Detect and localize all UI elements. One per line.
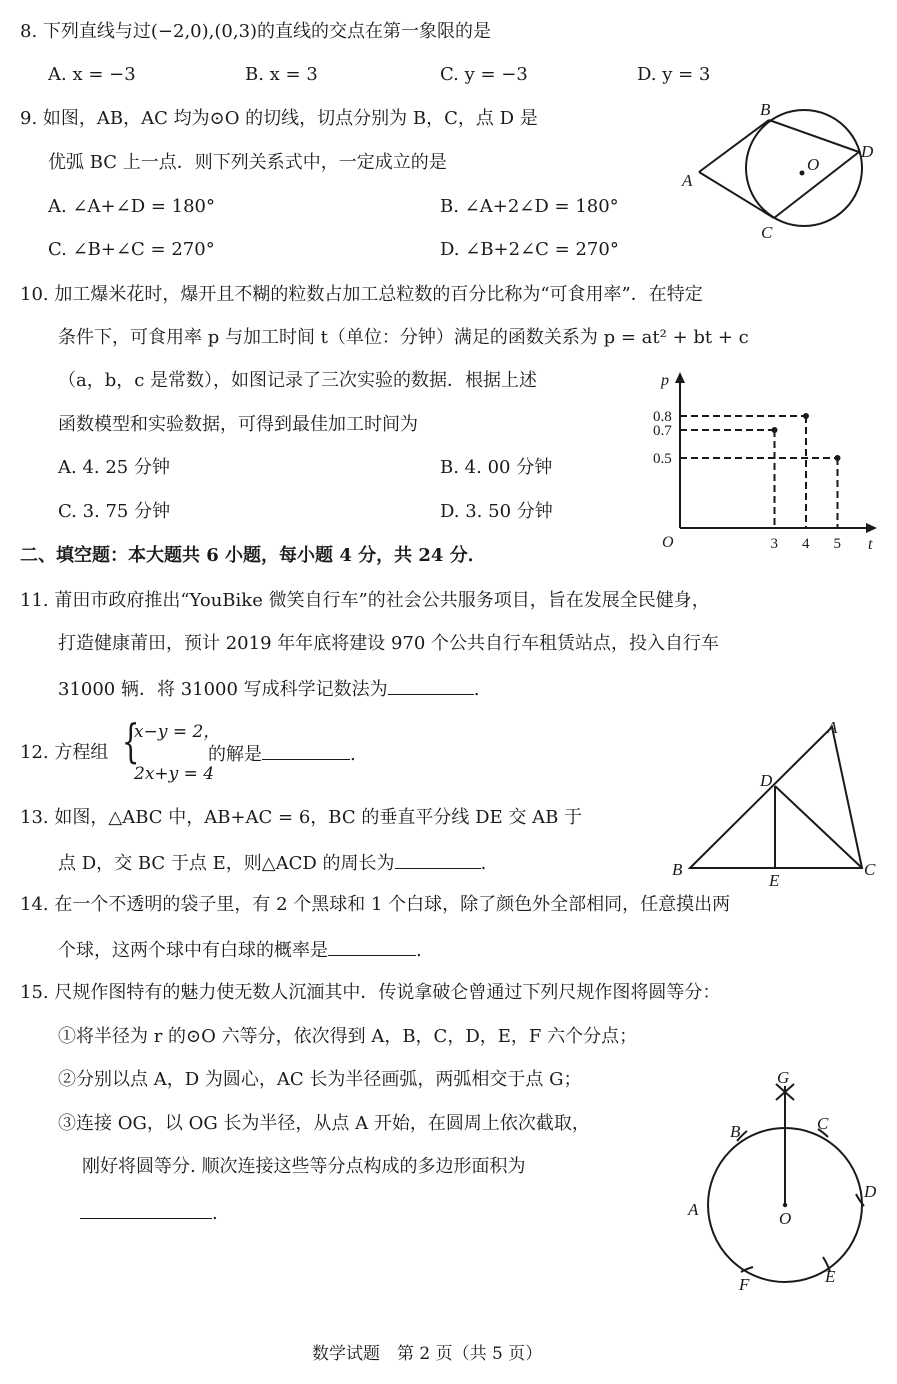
q11-line3 xyxy=(58,676,479,702)
q15-answer-line xyxy=(80,1200,218,1226)
q8-stem: 8. 下列直线与过(−2,0),(0,3)的直线的交点在第一象限的是 xyxy=(20,21,492,42)
q15-line1: 15. 尺规作图特有的魅力使无数人沉湎其中．传说拿破仑曾通过下列尺规作图将圆等分： xyxy=(20,982,721,1003)
q15-label-e: E xyxy=(825,1267,836,1286)
q10-line1: 10. 加工爆米花时，爆开且不糊的粒数占加工总粒数的百分比称为“可食用率”．在特定 xyxy=(20,284,703,305)
q14-line1: 14. 在一个不透明的袋子里，有 2 个黑球和 1 个白球，除了颜色外全部相同，任意摸出两 xyxy=(20,894,731,915)
q15-label-a: A xyxy=(688,1200,699,1219)
q10-option-c: C. 3. 75 分钟 xyxy=(58,501,171,522)
q9-option-b: B. ∠A+2∠D = 180° xyxy=(440,196,619,217)
q15-step3: ③连接 OG，以 OG 长为半径，从点 A 开始，在圆周上依次截取， xyxy=(58,1113,590,1134)
q10-line4: 函数模型和实验数据，可得到最佳加工时间为 xyxy=(58,414,418,435)
q15-label-f: F xyxy=(739,1275,750,1294)
q13-label-e: E xyxy=(769,871,780,890)
y-tick-label: 0.7 xyxy=(653,423,672,439)
q15-label-d: D xyxy=(864,1182,877,1201)
data-point xyxy=(835,455,841,461)
q15-label-b: B xyxy=(730,1122,741,1141)
x-tick-label: 5 xyxy=(833,536,841,552)
x-tick-label: 3 xyxy=(770,536,778,552)
q12-brace: { xyxy=(121,714,140,768)
q9-label-b: B xyxy=(760,100,771,119)
q9-label-a: A xyxy=(682,171,693,190)
q9-circle-o xyxy=(746,110,862,226)
q9-option-c: C. ∠B+∠C = 270° xyxy=(48,239,215,260)
y-axis-label: p xyxy=(661,372,669,389)
q14-end: . xyxy=(416,940,422,961)
q9-chord-bd xyxy=(769,120,859,152)
q15-end: . xyxy=(212,1203,218,1224)
q11-line3-text: 31000 辆．将 31000 写成科学记数法为 xyxy=(58,679,388,700)
q8-option-c: C. y = −3 xyxy=(440,64,528,85)
y-axis-arrow xyxy=(675,372,685,383)
x-axis-label: t xyxy=(868,536,873,553)
q15-step2: ②分别以点 A，D 为圆心，AC 长为半径画弧，两弧相交于点 G； xyxy=(58,1069,582,1090)
q9-label-c: C xyxy=(761,223,773,242)
q10-option-b: B. 4. 00 分钟 xyxy=(440,457,553,478)
q13-line2 xyxy=(58,850,486,876)
page-footer: 数学试题 第 2 页（共 5 页） xyxy=(312,1344,543,1364)
q13-label-a: A xyxy=(827,718,838,737)
q9-tangent-ac xyxy=(699,172,774,218)
q13-line1: 13. 如图，△ABC 中，AB+AC = 6，BC 的垂直平分线 DE 交 AB 于 xyxy=(20,807,583,828)
q11-answer-blank xyxy=(388,676,474,695)
q9-option-a: A. ∠A+∠D = 180° xyxy=(48,196,216,217)
y-tick-label: 0.8 xyxy=(653,409,672,425)
q15-label-g: G xyxy=(777,1068,790,1087)
q9-center-dot xyxy=(800,171,805,176)
q8-option-a: A. x = −3 xyxy=(48,64,136,85)
q9-option-d: D. ∠B+2∠C = 270° xyxy=(440,239,619,260)
q10-experiment-chart xyxy=(655,365,885,555)
data-point xyxy=(772,427,778,433)
q12-eq2: 2x+y = 4 xyxy=(134,764,215,784)
q9-circle-tangent-figure xyxy=(670,100,885,245)
q13-label-b: B xyxy=(672,860,683,879)
q15-step1: ①将半径为 r 的⊙O 六等分，依次得到 A，B，C，D，E，F 六个分点； xyxy=(58,1026,638,1047)
q10-option-a: A. 4. 25 分钟 xyxy=(58,457,170,478)
q12-prefix: 12. 方程组 xyxy=(20,742,109,763)
q9-label-o: O xyxy=(807,155,820,174)
q11-line2: 打造健康莆田，预计 2019 年年底将建设 970 个公共自行车租赁站点，投入自行车 xyxy=(58,633,720,654)
q9-line2: 优弧 BC 上一点．则下列关系式中，一定成立的是 xyxy=(48,152,447,173)
q11-end: . xyxy=(473,679,480,700)
q13-segment-dc xyxy=(775,786,862,868)
q15-label-o: O xyxy=(779,1209,792,1228)
q12-suffix-line xyxy=(208,741,356,767)
section-2-heading: 二、填空题：本大题共 6 小题，每小题 4 分，共 24 分． xyxy=(20,545,486,566)
q12-eq1: x−y = 2， xyxy=(134,722,221,742)
q15-answer-blank xyxy=(80,1200,212,1219)
q14-answer-blank xyxy=(328,937,416,956)
origin-label: O xyxy=(662,534,674,551)
q8-option-b: B. x = 3 xyxy=(245,64,318,85)
q10-option-d: D. 3. 50 分钟 xyxy=(440,501,553,522)
q10-line2: 条件下，可食用率 p 与加工时间 t（单位：分钟）满足的函数关系为 p = at² + bt + c xyxy=(58,327,749,348)
q15-compass-figure xyxy=(680,1062,890,1302)
q14-line2 xyxy=(58,937,422,963)
q9-tangent-ab xyxy=(699,120,769,172)
q12-end: . xyxy=(350,744,356,765)
q13-label-c: C xyxy=(864,860,876,879)
q9-line1: 9. 如图，AB，AC 均为⊙O 的切线，切点分别为 B，C，点 D 是 xyxy=(20,108,538,129)
q13-end: . xyxy=(480,853,487,874)
q9-label-d: D xyxy=(861,142,874,161)
data-point xyxy=(803,413,809,419)
q11-line1: 11. 莆田市政府推出“YouBike 微笑自行车”的社会公共服务项目，旨在发展全民健身， xyxy=(20,590,710,611)
q15-label-c: C xyxy=(817,1114,829,1133)
q10-line3: （a，b，c 是常数），如图记录了三次实验的数据．根据上述 xyxy=(58,370,538,391)
q14-line2-text: 个球，这两个球中有白球的概率是 xyxy=(58,940,328,961)
q12-answer-blank xyxy=(262,741,350,760)
q13-line2-text: 点 D，交 BC 于点 E，则△ACD 的周长为 xyxy=(58,853,395,874)
q13-triangle-figure xyxy=(665,715,887,890)
q15-step3b: 刚好将圆等分. 顺次连接这些等分点构成的多边形面积为 xyxy=(82,1156,526,1177)
x-tick-label: 4 xyxy=(802,536,810,552)
x-axis-arrow xyxy=(866,523,877,533)
y-tick-label: 0.5 xyxy=(653,451,672,467)
q13-answer-blank xyxy=(395,850,481,869)
q8-option-d: D. y = 3 xyxy=(637,64,711,85)
q13-label-d: D xyxy=(760,771,773,790)
q12-suffix: 的解是 xyxy=(208,744,262,765)
q15-center-dot xyxy=(783,1203,787,1207)
